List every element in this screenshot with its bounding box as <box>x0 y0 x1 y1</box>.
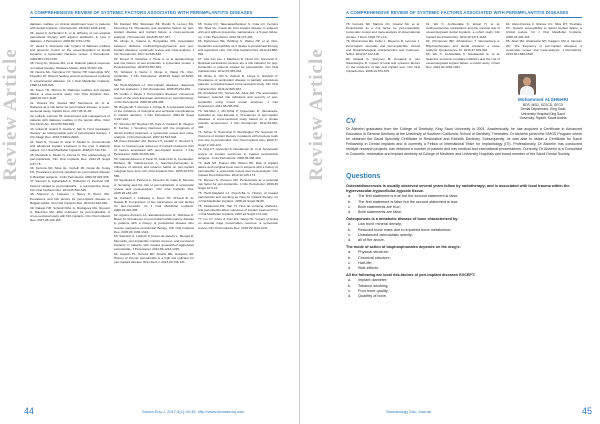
question-block <box>346 245 582 271</box>
option-letter: d. <box>348 238 352 243</box>
side-tab <box>306 30 327 200</box>
reference-item: 38. Hong KL, Strauss MA, et al. Diabetic patient response to implant therapy. Diabetes Metab. 2014;25:207-211. <box>30 61 110 70</box>
option-text: Half-life; <box>358 260 372 265</box>
reference-item: 58. Roos-Jansaker AM, Renvert H, Lindahl C, Renvert S. Nine- to fourteen-year follow-up of implant treatment. Part III: factors associated with peri-implant lesions. J Clin Periodontol. 2006;33:296-301. <box>114 139 194 157</box>
reference-item: 68. Rinke S, Ohl S, Ziebolz D, Lange K, Eickholz P. Prevalence of periimplant disease in partially edentulous patients: a practice-based cross-sectional study. Clin Oral Implants Res. 2011;22:826-833. <box>198 73 278 91</box>
reference-item: 55. Lindhe J, Meyle J. Peri-implant diseases: consensus report of the sixth European workshop on periodontology. J Clin Periodontol. 2008;35:282-285. <box>114 91 194 105</box>
header-rule <box>346 17 582 18</box>
author-degrees: BDS, MSD, SCSCD, SFCD <box>522 103 564 107</box>
question-block <box>346 217 582 243</box>
option-text: Quantity of bone. <box>358 294 387 299</box>
option-text: Both statements are false. <box>358 210 403 215</box>
footer-journal: Stomatology Edu Journal <box>386 409 431 414</box>
answer-option <box>346 238 582 243</box>
reference-item: 46. Ferreira SD, Silva GL, Cortelli JR, Costa JE, Costa FO. Prevalence and risk variables for peri-implant disease in Brazilian subjects. J Clin Periodontol. 2006;33:929-935. <box>30 166 110 179</box>
reference-item: 81. Wu X, Al-Abedalla K, Eimar H, et al. Antihypertensive medications and the survival rate of osseointegrated dental implants: a cohort study. Clin Implant Dent Relat Res. 2016;18:1171-1182. <box>426 22 500 39</box>
option-letter: b. <box>348 255 352 260</box>
side-tab <box>0 30 21 200</box>
option-letter: d. <box>348 294 352 299</box>
reference-item: 62. Aguirre-Zorzano LA, Estefania-Fresco R, Telletxea O, Bravo M. Prevalence of peri-implant inflammatory disease in patients with a history of periodontal disease who receive supportive periodontal therapy. Clin Oral Implants Res. 2015;26:1338-1344. <box>114 212 194 234</box>
reference-item: 43. Gulati M, Anand V, Govila V, Jain N. Host modulation therapy: an indispensable part of perioimplant therapy. J Clin Diagn Res. 2015;9:ZE01-ZE04. <box>30 126 110 140</box>
answer-option <box>346 210 582 215</box>
page-number: 44 <box>24 406 35 416</box>
option-letter: a. <box>348 278 352 283</box>
reference-item: 74. Renvert S, Persson GR. Periodontitis as a potential risk factor for peri-implantitis. J Clin Periodontol. 2009;36 Suppl 10:9-14. <box>198 177 278 191</box>
reference-item: 57. Strietzel FP, Reichart PA, Kale A, Kulkarni M, Wegner B, Kuchler I. Smoking interferes with the prognosis of dental implant treatment: a systematic review and meta-analysis. J Clin Periodontol. 2007;34:523-544. <box>114 122 194 139</box>
question-block <box>346 184 582 215</box>
option-text: Side-effects. <box>358 266 380 271</box>
reference-item: 41. Oliveira PG, Soares MM, Mendonca JA, et al. Diabetes as a risk factor for peri-implant disease: a cross-sectional study. Implant Dent. 2017;26:41-46. <box>30 100 110 114</box>
option-letter: b. <box>348 227 352 232</box>
page-number: 45 <box>582 406 593 416</box>
reference-item: 49. Dalago HR, Schuldt Filho G, Rodrigues MA, Renvert S, Bianchini MA. Risk indicators for peri-implantitis. A cross-sectional study with 916 implants. Clin Oral Implants Res. 2017;28:144-150. <box>30 205 110 223</box>
reference-item: 61. Karbach J, Callaway A, Kwon YD, d'Hoedt B, Al-Nawas B. Comparison of five parameters as risk factors for peri-mucositis. Int J Oral Maxillofac Implants. 2009;24:491-496. <box>114 195 194 213</box>
author-name: Mohammed ALSHEHRI <box>517 97 569 102</box>
reference-item: 50. Daubert DM, Weinstein BF, Bordin S, Leroux BG, Flemming TF. Prevalence and predictive factors for peri-implant disease and implant failure: a cross-sectional analysis. J Periodontol. 2015;86:337-347. <box>114 22 194 39</box>
questions-heading: Questions <box>346 173 381 180</box>
author-role: Dental Department, King Saud <box>520 107 566 112</box>
option-text: The first statement is true but the second statement is false; <box>358 194 459 199</box>
author-institution: University Hospital King Saud <box>521 111 565 116</box>
reference-item: 53. Schwarz F, Derks J, Monje A, Wang HL. Peri-implantitis. J Clin Periodontol. 2018;45 Suppl 20:S246-S266. <box>114 69 194 83</box>
option-text: Both statements are true; <box>358 204 401 209</box>
reference-item: diabetes mellitus on clinical attachment level in patients with dental implants. J Periodontol. 2010;81:1335-1342. <box>30 22 110 31</box>
reference-item: 84. Alvim-Pereira F, Montes CC, Mira MT, Trevilatto PC. Genetic susceptibility to dental implant failure: a critical review. Int J Oral Maxillofac Implants. 2008;23:409-416. <box>506 22 582 39</box>
option-letter: a. <box>348 222 352 227</box>
option-text: The first statement is false but the second statement is true; <box>358 199 459 204</box>
footer-citation: Stoma Edu J. 2017;4(1):39-45. http://www.stomaeduj.com <box>142 409 245 414</box>
question-stem: Osteoradionecrosis is usually observed several years follow by radiotherapy; and is associated with local trauma within the hypervascular-hypocellular-hypoxic tissue. <box>346 184 570 194</box>
reference-item: 54. Heitz-Mayfield LJ. Peri-implant diseases: diagnosis and risk indicators. J Clin Periodontol. 2008;35:292-304. <box>114 82 194 92</box>
reference-column-3 <box>506 22 582 68</box>
side-tab-label: Review Article <box>0 48 21 182</box>
option-letter: b. <box>348 283 352 288</box>
reference-item: 36. Javed F, Al-Hezaimi K, et al. Efficacy of non-surgical periodontal therapy with adjunct antibiotics in type 2 diabetes. J Periodontol. 2009;80:1719-1730. <box>30 30 110 44</box>
option-text: Reduced bone mass due to impaired bone metabolism; <box>358 227 452 232</box>
reference-item: 79. Khammissa RA, Feller L, Meyerov R, Lemmer J. Peri-implant mucositis and peri-implantitis: clinical and histopathological characteristics and treatment. SADJ. 2012;67:122-126. <box>346 39 420 56</box>
reference-item: 60. Sgolastra F, Petrucci A, Severino M, Gatto R, Monaco A. Smoking and the risk of peri-implantitis. A systematic review and meta-analysis. Clin Oral Implants Res. 2015;26:e62-e67. <box>114 178 194 195</box>
reference-item: 72. Ong CT, Ivanovski S, Needleman IG, et al. Systematic review of implant outcomes in treated periodontitis subjects. J Clin Periodontol. 2008;35:438-462. <box>198 147 278 160</box>
reference-item: 47. Renvert S, Aghazadeh A, Hallstrom H, Persson GR. Factors related to peri-implantitis - a retrospective study. Clin Oral Implants Res. 2014;25:522-529. <box>30 179 110 192</box>
reference-item: 59. Galindo-Moreno P, Fauri M, Avila-Ortiz G, Fernandez-Barbero JE, Cabrera-Leon A, Sanchez-Fernandez E. Influence of alcohol and tobacco habits on peri-implant marginal bone loss. Clin Oral Implants Res. 2005;16:579-586. <box>114 156 194 178</box>
question-stem: The mode of action of bisphosphonates depends on the drug's: <box>346 245 461 250</box>
reference-item: 39. Nevins ML, Karimbux NY, Weber HP, Giannobile WV, Fiorellini JP. Wound healing around endosseous implants in experimental diabetes. Int J Oral Maxillofac Implants. 1998;13:620-629. <box>30 70 110 87</box>
cv-heading: CV <box>346 118 356 125</box>
option-letter: b. <box>348 199 352 204</box>
reference-item: 45. Mombelli A, Muller N, Cionca N. The epidemiology of peri-implantitis. Clin Oral Implants Res. 2012;23 Suppl 6:67-76. <box>30 153 110 166</box>
reference-item: 65. Costa FO, Takenaka-Martinez S, Cota LO, Ferreira SD, Silva GL, Costa JE. Peri-implant disease in subjects with and without preventive maintenance: a 5-year follow-up. J Clin Periodontol. 2012;39:173-181. <box>198 22 278 39</box>
option-letter: d. <box>348 210 352 215</box>
reference-item: 44. Tawil G, Younan R, Azar P, Sleilati G. Conventional and advanced implant treatment in the type II diabetic patient. Int J Oral Maxillofac Implants. 2008;23:744-752. <box>30 139 110 153</box>
reference-item: 77. Lin CY, Chen Z, Pan WL, Wang HL. Impact of timing on alveolar ridge preservation outcome: a systematic review. Clin Oral Implants Res. 2018;29:1120-1131. <box>198 217 278 230</box>
option-letter: a. <box>348 250 352 255</box>
reference-column-3 <box>198 22 278 394</box>
reference-item: 37. Javed F, Romanos GE. Impact of diabetes mellitus and glycemic control on the osseointegration of dental implants: a systematic literature review. J Periodontol. 2009;80:1719-1730. <box>30 44 110 61</box>
author-affiliation <box>502 103 584 120</box>
right-page <box>300 0 600 424</box>
reference-item: 67. Cho-Yan Lee J, Mattheos N, Nixon KC, Ivanovski S. Residual periodontal pockets are a risk indicator for peri-implantitis in patients treated for periodontitis. Clin Oral Implants Res. 2012;23:325-333. <box>198 56 278 74</box>
reference-column-1 <box>30 22 110 394</box>
reference-item: 66. Pjetursson BE, Helbling C, Weber HP, et al. Peri-implantitis susceptibility as it relates to periodontal therapy and supportive care. Clin Oral Implants Res. 2012;23:888-894. <box>198 39 278 56</box>
reference-item: 69. Koldsland OC, Scheie AA, Aass AM. The association between selected risk indicators and severity of peri-implantitis using mixed model analyses. J Clin Periodontol. 2011;38:285-292. <box>198 91 278 108</box>
author-location: University, Riyadh, Saudi Arabia <box>519 115 567 120</box>
header-rule <box>30 17 278 18</box>
option-text: Tobacco smoking; <box>358 283 389 288</box>
reference-item: 64. Casado PL, Pereira MC, Duarte ME, Granjeiro JM. History of chronic periodontitis is a high risk indicator for peri-implant disease. Braz Dent J. 2013;24:136-141. <box>114 251 194 265</box>
reference-item: 78. Ferreira SD, Martins CC, Amaral SA, et al. Periodontitis as a risk factor for peri-implantitis: systematic review and meta-analysis of observational studies. J Dent. 2018;79:1-10. <box>346 22 420 39</box>
answer-option <box>346 266 582 271</box>
reference-item: 73. Safii SH, Palmer RM, Wilson RF. Risk of implant failure and marginal bone loss in subjects with a history of periodontitis: a systematic review and meta-analysis. Clin Implant Dent Relat Res. 2010;12:165-174. <box>198 160 278 178</box>
running-head: A COMPREHENSIVE REVIEW OF SYSTEMIC FACTORS ASSOCIATED WITH PERIIMPLANTITIS DISEASES <box>346 10 569 15</box>
reference-item: 75. Heitz-Mayfield LJ, Huynh-Ba G. History of treated periodontitis and smoking as risks for implant therapy. Int J Oral Maxillofac Implants. 2009;24 Suppl:39-68. <box>198 190 278 204</box>
option-text: Chemical structure; <box>358 255 391 260</box>
reference-item: 63. Swierkot K, Lottholz P, Flores-de-Jacoby L, Mengel R. Mucositis, peri-implantitis, implant success, and survival of implants in patients with treated generalized aggressive periodontitis. J Periodontol. 2012;83:1213-1225. <box>114 234 194 252</box>
answer-option <box>346 294 582 299</box>
option-text: Physical structure; <box>358 250 390 255</box>
reference-item: 48. Marrone A, Lasserre J, Bercy P, Brecx MC. Prevalence and risk factors for peri-implant disease in Belgian adults. Clin Oral Implants Res. 2013;24:934-940. <box>30 192 110 205</box>
option-letter: c. <box>348 232 351 237</box>
cv-text: Dr Alshehri graduated from the College of Dentistry, King Saud University in 2001. Academically, he has acquired a Certificate in Advanced Education in General Dentistry at the University of Southern California, School of Dentistry. Thereafter, Dr Alshehri joined the DMGS Program where he obtained the Saudi Specialty Certificate in Restorative and Esthetic Dentistry. Subsequently, he was able to obtain a Certificate for Saudi Fellowship in Dental Implants and is currently a Fellow of International Team for Implantology (ITI). Professionally, Dr Alshehri has conducted multiple research projects, has obtained a number of patents and has medical and international presentations. Currently, Dr Alshehri is a Consultant in Cosmetic, restorative and implant dentistry at College of Medicine and University Hospitals and board member of the Saudi Dental Society. <box>346 127 582 156</box>
option-text: Poor bone quality; <box>358 288 389 293</box>
option-text: all of the above. <box>358 238 385 243</box>
side-tab-label: Review Article <box>306 48 327 182</box>
reference-item: 76. Klokkevold PR, Han TJ. How do smoking, diabetes, and periodontitis affect outcomes of implant treatment? Int J Oral Maxillofac Implants. 2007;22 Suppl:173-202. <box>198 204 278 217</box>
questions-list <box>346 184 582 301</box>
question-block <box>346 273 582 299</box>
reference-column-2 <box>426 22 500 68</box>
reference-item: 52. Dreyer H, Grischke J, Tiede C, et al. Epidemiology and risk factors of peri-implantitis: a systematic review. J Periodontal Res. 2018;53:657-681. <box>114 56 194 70</box>
reference-item: 40. Kwon YD, Mizuno N. Diabetes mellitus and implant failure: a case-control study. Clin Oral Implants Res. 2009;20:1117-1120. <box>30 87 110 100</box>
option-text: Low bone mineral density; <box>358 222 403 227</box>
reference-item: 83. Wu X, Al-Abedalla K, Rastikerdar E, et al. Selective serotonin reuptake inhibitors and the risk of osseointegrated implant failure: a cohort study. J Dent Res. 2014;93:1054-1061. <box>426 52 500 70</box>
question-stem: Osteoporosis is a metabolic disease of bone characterized by: <box>346 217 459 222</box>
option-letter: c. <box>348 260 351 265</box>
reference-item: 85. Atieh MA, Alsabeeha NH, Faggion CM Jr, Duncan WJ. The frequency of peri-implant diseases: a systematic review and meta-analysis. J Periodontol. 2013;84:1586-1598. <box>506 39 582 56</box>
reference-item: 51. Monje A, Catena A, Borgnakke WS. Association between diabetes mellitus/hyperglycaemia and peri-implant diseases: systematic review and meta-analysis. J Clin Periodontol. 2017;44:636-648. <box>114 39 194 56</box>
reference-item: 56. Berglundh T, Persson L, Klinge B. A systematic review of the incidence of biological and technical complications in implant dentistry. J Clin Periodontol. 2002;29 Suppl 3:197-212. <box>114 104 194 122</box>
author-photo <box>518 74 536 95</box>
question-stem: All the following are local risk-factors of peri-implant diseases EXCEPT: <box>346 273 476 278</box>
reference-item: 70. Mir-Mari J, Mir-Orfila P, Figueiredo R, Valmaseda-Castellon E, Gay-Escoda C. Prevalence of peri-implant diseases. A cross-sectional study based on a private practice environment. J Clin Periodontol. 2012;39:490-494. <box>198 108 278 130</box>
reference-column-2 <box>114 22 194 394</box>
reference-item: 82. Chrcanovic BR, Albrektsson T, Wennerberg A. Bisphosphonates and dental implants: a meta-analysis. Quintessence Int. 2016;47:329-342. <box>426 39 500 52</box>
running-head: A COMPREHENSIVE REVIEW OF SYSTEMIC FACTORS ASSOCIATED WITH PERIIMPLANTITIS DISEASES <box>30 10 253 15</box>
option-text: Unbalanced osteoclastic activity; <box>358 232 413 237</box>
option-text: Implant diameter; <box>358 278 388 283</box>
reference-item: 71. Schou S, Holmstrup P, Worthington HV, Esposito M. Outcome of implant therapy in patients with previous tooth loss due to periodontitis. Clin Oral Implants Res. 2006;17 Suppl 2:104-123. <box>198 130 278 147</box>
option-letter: a. <box>348 194 352 199</box>
option-letter: c. <box>348 204 351 209</box>
option-letter: c. <box>348 288 351 293</box>
reference-column-1 <box>346 22 420 74</box>
reference-item: 80. Alsaadi G, Quirynen M, Komarek A, van Steenberghe D. Impact of local and systemic factors on the incidence of late oral implant loss. Clin Oral Implants Res. 2008;19:670-676. <box>346 56 420 74</box>
reference-item: 42. Lalla E, Lamster IB. Assessment and management of patients with diabetes mellitus in the dental office. Dent Clin North Am. 2012;56:819-829. <box>30 113 110 127</box>
option-letter: d. <box>348 266 352 271</box>
